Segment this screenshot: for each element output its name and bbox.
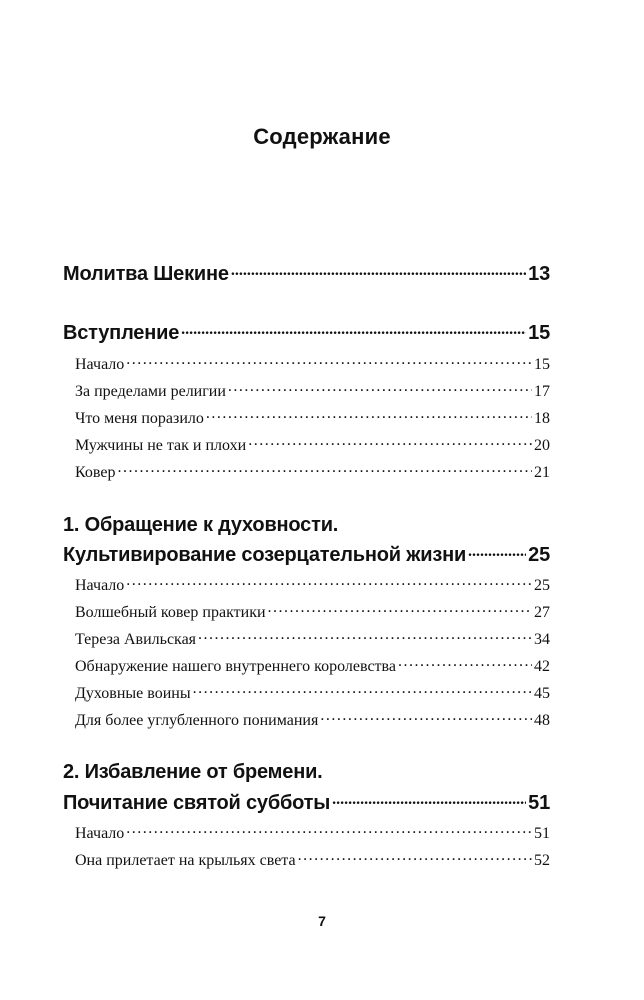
toc-entry-page: 51 [528,792,550,814]
dot-leader [193,682,532,698]
toc-subentry-label: Что меня поразило [75,410,204,427]
dot-leader [248,434,532,450]
toc-subentry-page: 17 [534,383,550,400]
toc-subentry-label: За пределами религии [75,383,226,400]
dot-leader [228,380,532,396]
toc-entry-label: Культивирование созерцательной жизни [63,544,467,566]
dot-leader [126,822,532,838]
dot-leader [320,709,532,725]
dot-leader [268,601,532,617]
toc-subentry[interactable] [75,628,550,649]
toc-subentry-label: Тереза Авильская [75,631,197,648]
toc-subentry[interactable] [75,709,550,730]
toc-entry-page: 25 [528,544,550,566]
dot-leader [468,541,526,561]
toc-subentry[interactable] [75,353,550,374]
dot-leader [117,461,532,477]
chapter-heading: 2. Избавление от бремени. [63,761,323,783]
toc-subentry-label: Начало [75,577,125,594]
toc-subentry-label: Начало [75,356,125,373]
toc-subentry-page: 34 [534,631,550,648]
toc-subentry[interactable] [75,434,550,455]
toc-subentry-label: Она прилетает на крыльях света [75,852,296,869]
contents-title: Содержание [253,124,391,149]
dot-leader [332,789,526,809]
toc-subentry-label: Начало [75,825,125,842]
toc-subentry-page: 45 [534,685,550,702]
toc-subentry-page: 42 [534,658,550,675]
chapter-heading: 1. Обращение к духовности. [63,514,339,536]
toc-subentry-page: 25 [534,577,550,594]
toc-entry-page: 15 [528,322,550,344]
toc-subentry-page: 20 [534,437,550,454]
toc-entry-label: Почитание святой субботы [63,792,331,814]
toc-subentry-label: Для более углубленного понимания [75,712,319,729]
toc-subentry-page: 18 [534,410,550,427]
toc-subentry[interactable] [75,380,550,401]
toc-subentry[interactable] [75,407,550,428]
dot-leader [126,353,532,369]
toc-subentry-page: 15 [534,356,550,373]
toc-entry-label: Вступление [63,322,180,344]
toc-entry-introduction[interactable] [63,319,550,345]
toc-subentry[interactable] [75,849,550,870]
dot-leader [198,628,532,644]
toc-subentry-label: Обнаружение нашего внутреннего королевства [75,658,396,675]
toc-subentry[interactable] [75,655,550,676]
toc-subentry-label: Волшебный ковер практики [75,604,266,621]
toc-entry-chapter-1[interactable] [63,541,550,567]
dot-leader [206,407,532,423]
toc-subentry-label: Духовные воины [75,685,191,702]
toc-entry-label: Молитва Шекине [63,263,229,285]
toc-subentry-page: 21 [534,464,550,481]
dot-leader [398,655,532,671]
dot-leader [126,574,532,590]
toc-subentry-label: Ковер [75,464,116,481]
toc-entry-chapter-2[interactable] [63,789,550,815]
toc-subentry-page: 27 [534,604,550,621]
toc-subentry-page: 48 [534,712,550,729]
toc-entry-page: 13 [528,263,550,285]
dot-leader [231,260,526,280]
toc-subentry[interactable] [75,822,550,843]
toc-subentry[interactable] [75,574,550,595]
toc-subentry-label: Мужчины не так и плохи [75,437,247,454]
dot-leader [181,319,526,339]
toc-entry-shekhinah-prayer[interactable] [63,260,550,286]
toc-subentry[interactable] [75,682,550,703]
toc-subentry-page: 52 [534,852,550,869]
page-number: 7 [318,913,326,929]
toc-subentry-page: 51 [534,825,550,842]
toc-subentry[interactable] [75,601,550,622]
toc-subentry[interactable] [75,461,550,482]
dot-leader [298,849,532,865]
